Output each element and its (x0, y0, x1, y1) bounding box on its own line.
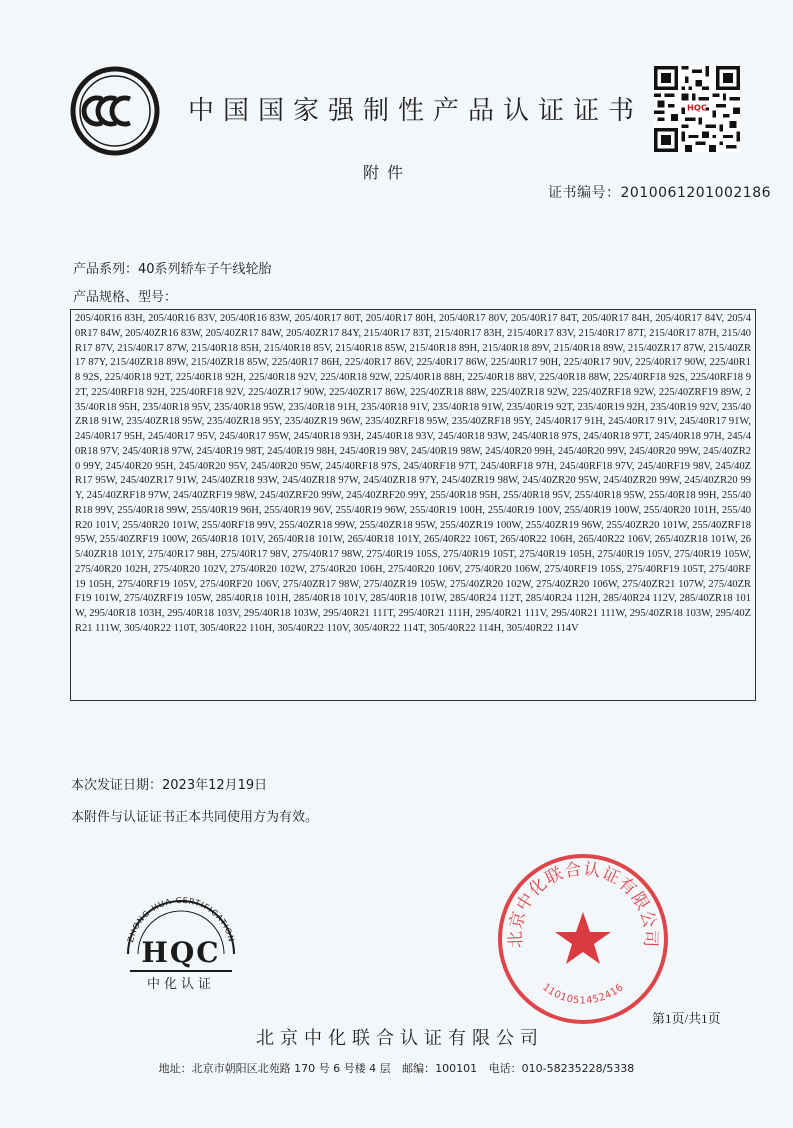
attachment-label: 附件 (363, 163, 412, 182)
validity-note: 本附件与认证证书正本共同使用方为有效。 (71, 810, 319, 825)
footer-address: 地址：北京市朝阳区北苑路 170 号 6 号楼 4 层 (158, 1062, 391, 1075)
ccc-logo-icon (70, 66, 160, 156)
hqc-letters: HQC (141, 936, 221, 969)
issuer-name: 北京中化联合认证有限公司 (256, 1028, 544, 1049)
hqc-chinese-name: 中化认证 (146, 977, 216, 992)
qr-center-logo-text: HQC (687, 102, 707, 113)
footer-phone: 电话：010-58235228/5338 (488, 1062, 635, 1075)
qr-code-icon (654, 66, 740, 152)
company-seal-icon (496, 852, 670, 1026)
svg-text:1101051452416 (540, 982, 626, 1007)
issue-date: 本次发证日期：2023年12月19日 (71, 778, 268, 793)
page-number: 第1页/共1页 (652, 1011, 721, 1026)
hqc-arc-text: ZHONG HUA CERTIFICATION (125, 895, 237, 944)
product-series: 产品系列：40系列轿车子午线轮胎 (73, 262, 272, 277)
certificate-number: 证书编号：2010061201002186 (548, 185, 772, 201)
footer-postcode: 邮编：100101 (402, 1062, 478, 1075)
spec-label: 产品规格、型号： (73, 290, 178, 305)
seal-number: 1101051452416 (540, 981, 626, 1007)
spec-list-box: 205/40R16 83H, 205/40R16 83V, 205/40R16 83W, 205/40R17 80T, 205/40R17 80H, 205/40R17 80V, 205/40R17 84T, 205/40R17 84H, 205/40R17 84V, 205/40R17 84W, 205/40ZR16 83W, 205/40ZR17 84W, 205/40ZR17 84Y, 215/40R17 83T, 215/40R17 83H, 215/40R17 83V, 215/40R17 87T, 215/40R17 87H, 215/40R17 87V, 215/40R17 87W, 215/40R18 85H, 215/40R18 85V, 215/40R18 85W, 215/40R18 89H, 215/40R18 89V, 215/40R18 89W, 215/40ZR17 87W, 215/40ZR17 87Y, 215/40ZR18 89W, 215/40ZR18 85W, 225/40R17 86H, 225/40R17 86V, 225/40R17 86W, 225/40R17 90H, 225/40R17 90V, 225/40R17 90W, 225/40R18 92S, 225/40R18 92T, 225/40R18 92H, 225/40R18 92V, 225/40R18 92W, 225/40R18 88H, 225/40R18 88V, 225/40R18 88W, 225/40RF18 92S, 225/40RF18 92T, 225/40RF18 92H, 225/40RF18 92V, 225/40ZR17 90W, 225/40ZR17 86W, 225/40ZR18 88W, 225/40ZR18 92W, 225/40ZRF18 92W, 225/40ZRF19 89W, 235/40R18 95H, 235/40R18 95V, 235/40R18 95W, 235/40R18 91H, 235/40R18 91V, 235/40R18 91W, 235/40R19 92T, 235/40R19 92H, 235/40R19 92V, 235/40ZR18 91W, 235/40ZR18 95W, 235/40ZR18 95Y, 235/40ZR19 96W, 235/40ZRF18 95W, 235/40ZRF18 95Y, 245/40R17 91H, 245/40R17 91V, 245/40R17 91W, 245/40R17 95H, 245/40R17 95V, 245/40R17 95W, 245/40R18 93H, 245/40R18 93V, 245/40R18 93W, 245/40R18 97S, 245/40R18 97T, 245/40R18 97H, 245/40R18 97V, 245/40R18 97W, 245/40R19 98T, 245/40R19 98H, 245/40R19 98V, 245/40R19 98W, 245/40R20 99H, 245/40R20 99V, 245/40R20 99W, 245/40ZR20 99Y, 245/40R20 95H, 245/40R20 95V, 245/40R20 95W, 245/40RF18 97S, 245/40RF18 97T, 245/40RF18 97H, 245/40RF18 97V, 245/40RF19 98V, 245/40ZR17 95W, 245/40ZR17 91W, 245/40ZR18 93W, 245/40ZR18 97W, 245/40ZR18 97Y, 245/40ZR19 98W, 245/40ZR20 95W, 245/40ZR20 99W, 245/40ZR20 99Y, 245/40ZRF18 97W, 245/40ZRF19 98W, 245/40ZRF20 99W, 245/40ZRF20 99Y, 255/40R18 95H, 255/40R18 95V, 255/40R18 95W, 255/40R18 99H, 255/40R18 99V, 255/40R18 99W, 255/40R19 96H, 255/40R19 96V, 255/40R19 96W, 255/40R19 100H, 255/40R19 100V, 255/40R19 100W, 255/40R20 101H, 255/40R20 101V, 255/40R20 101W, 255/40RF18 99V, 255/40ZR18 99W, 255/40ZR18 95W, 255/40ZR19 100W, 255/40ZR19 96W, 255/40ZR20 101W, 255/40ZRF18 95W, 255/40ZRF19 100W, 265/40R18 101V, 265/40R18 101W, 265/40R18 101Y, 265/40R22 106T, 265/40R22 106H, 265/40R22 106V, 265/40ZR18 101W, 265/40ZR18 101Y, 275/40R17 98H, 275/40R17 98V, 275/40R17 98W, 275/40R19 105S, 275/40R19 105T, 275/40R19 105H, 275/40R19 105V, 275/40R19 105W, 275/40R20 102H, 275/40R20 102V, 275/40R20 102W, 275/40R20 106H, 275/40R20 106V, 275/40R20 106W, 275/40RF19 105S, 275/40RF19 105T, 275/40RF19 105H, 275/40RF19 105V, 275/40RF20 106V, 275/40ZR17 98W, 275/40ZR19 105W, 275/40ZR20 102W, 275/40ZR20 106W, 275/40ZR21 107W, 275/40ZRF19 101W, 275/40ZRF19 105W, 285/40R18 101H, 285/40R18 101V, 285/40R18 101W, 285/40R24 112T, 285/40R24 112H, 285/40R24 112V, 285/40ZR18 101W, 295/40R18 103H, 295/40R18 103V, 295/40R18 103W, 295/40R21 111T, 295/40R21 111H, 295/40R21 111V, 295/40R21 111W, 295/40ZR18 103W, 295/40ZR21 111W, 305/40R22 110T, 305/40R22 110H, 305/40R22 110V, 305/40R22 114T, 305/40R22 114H, 305/40R22 114V (70, 309, 756, 701)
hqc-logo-icon (118, 888, 244, 994)
seal-arc-text: 北京中化联合认证有限公司 (505, 859, 661, 949)
certificate-title: 中国国家强制性产品认证证书 (188, 96, 644, 126)
footer-contact (0, 1060, 793, 1076)
